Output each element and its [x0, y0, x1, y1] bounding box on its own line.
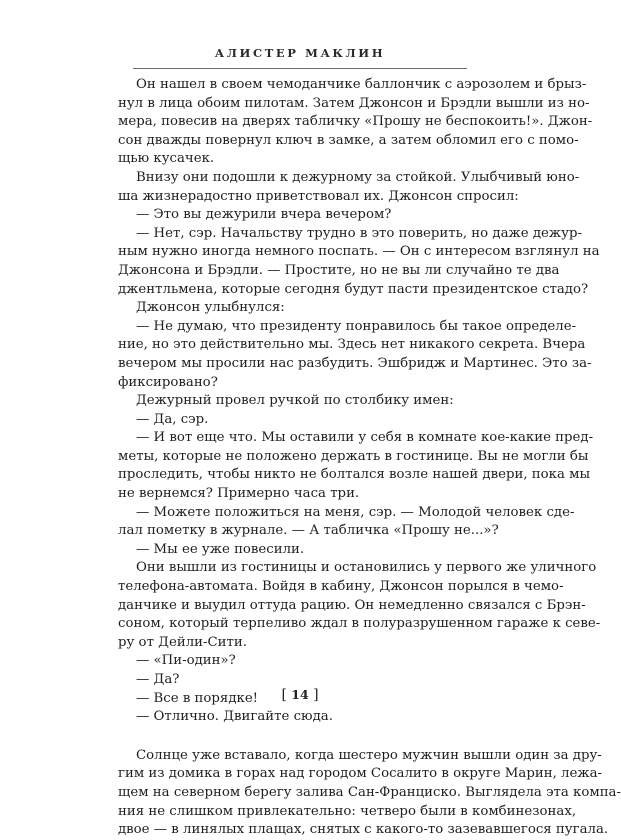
text-line: Джонсон улыбнулся:: [136, 300, 285, 316]
text-line: ным нужно иногда немного поспать. — Он с интересом взглянул на: [118, 244, 600, 260]
text-line: — И вот еще что. Мы оставили у себя в комнате кое-какие пред-: [136, 430, 594, 446]
text-line: — «Пи-один»?: [136, 653, 236, 669]
text-line: Они вышли из гостиницы и остановились у первого же уличного: [136, 560, 597, 576]
text-line: гим из домика в горах над городом Сосалито в округе Марин, лежа-: [118, 766, 602, 782]
text-line: ша жизнерадостно приветствовал их. Джонсон спросил:: [118, 188, 519, 204]
page-number: [0, 687, 600, 703]
text-line: Джонсона и Брэдли. — Простите, но не вы ли случайно те два: [118, 262, 560, 278]
text-line: — Нет, сэр. Начальству трудно в это поверить, но даже дежур-: [136, 225, 582, 241]
text-line: проследить, чтобы никто не болтался возле нашей двери, пока мы: [118, 467, 591, 483]
text-line: Солнце уже вставало, когда шестеро мужчин вышли один за дру-: [136, 747, 602, 763]
text-line: мера, повесив на дверях табличку «Прошу не беспокоить!». Джон-: [118, 114, 593, 130]
section-break: [118, 727, 502, 747]
text-line: щем на северном берегу залива Сан-Франциско. Выглядела эта компа-: [118, 784, 621, 800]
text-line: джентльмена, которые сегодня будут пасти президентское стадо?: [118, 281, 589, 297]
text-line: — Все в порядке!: [136, 690, 259, 706]
text-line: Дежурный провел ручкой по столбику имен:: [136, 393, 454, 409]
folio-close-bracket: ]: [313, 687, 319, 703]
text-line: фиксировано?: [118, 374, 218, 390]
text-line: — Мы ее уже повесили.: [136, 541, 305, 557]
text-line: соном, который терпеливо ждал в полуразрушенном гараже к севе-: [118, 616, 601, 632]
text-line: — Не думаю, что президенту понравилось бы такое определе-: [136, 318, 577, 334]
text-line: ние, но это действительно мы. Здесь нет никакого секрета. Вчера: [118, 337, 586, 353]
text-line: — Да, сэр.: [136, 411, 209, 427]
text-line: меты, которые не положено держать в гостинице. Вы не могли бы: [118, 448, 589, 464]
text-line: не вернемся? Примерно часа три.: [118, 486, 360, 502]
text-line: двое — в линялых плащах, снятых с какого-то зазевавшегося пугала.: [118, 822, 609, 838]
text-line: сон дважды повернул ключ в замке, а затем обломил его с помо-: [118, 132, 579, 148]
text-line: Внизу они подошли к дежурному за стойкой. Улыбчивый юно-: [136, 169, 580, 185]
running-head-author: АЛИСТЕР МАКЛИН: [214, 46, 386, 60]
page-number-value: 14: [291, 687, 309, 702]
text-line: ру от Дейли-Сити.: [118, 634, 247, 650]
body-text: [118, 76, 621, 840]
text-line: — Отлично. Двигайте сюда.: [136, 709, 333, 725]
text-line: лал пометку в журнале. — А табличка «Прошу не...»?: [118, 523, 499, 539]
text-line: — Это вы дежурили вчера вечером?: [136, 207, 392, 223]
text-line: Он нашел в своем чемоданчике баллончик с аэрозолем и брыз-: [136, 77, 587, 92]
text-line: телефона-автомата. Войдя в кабину, Джонсон порылся в чемо-: [118, 579, 564, 595]
header-rule: [133, 68, 467, 69]
text-line: — Да?: [136, 672, 180, 687]
text-line: щью кусачек.: [118, 151, 215, 167]
text-line: ния не слишком привлекательно: четверо были в комбинезонах,: [118, 803, 577, 819]
text-line: вечером мы просили нас разбудить. Эшбридж и Мартинес. Это за-: [118, 355, 592, 371]
text-line: — Можете положиться на меня, сэр. — Молодой человек сде-: [136, 504, 575, 520]
folio-open-bracket: [: [281, 687, 287, 703]
text-line: нул в лица обоим пилотам. Затем Джонсон и Брэдли вышли из но-: [118, 95, 590, 111]
text-line: данчике и выудил оттуда рацию. Он немедленно связался с Брэн-: [118, 597, 586, 613]
